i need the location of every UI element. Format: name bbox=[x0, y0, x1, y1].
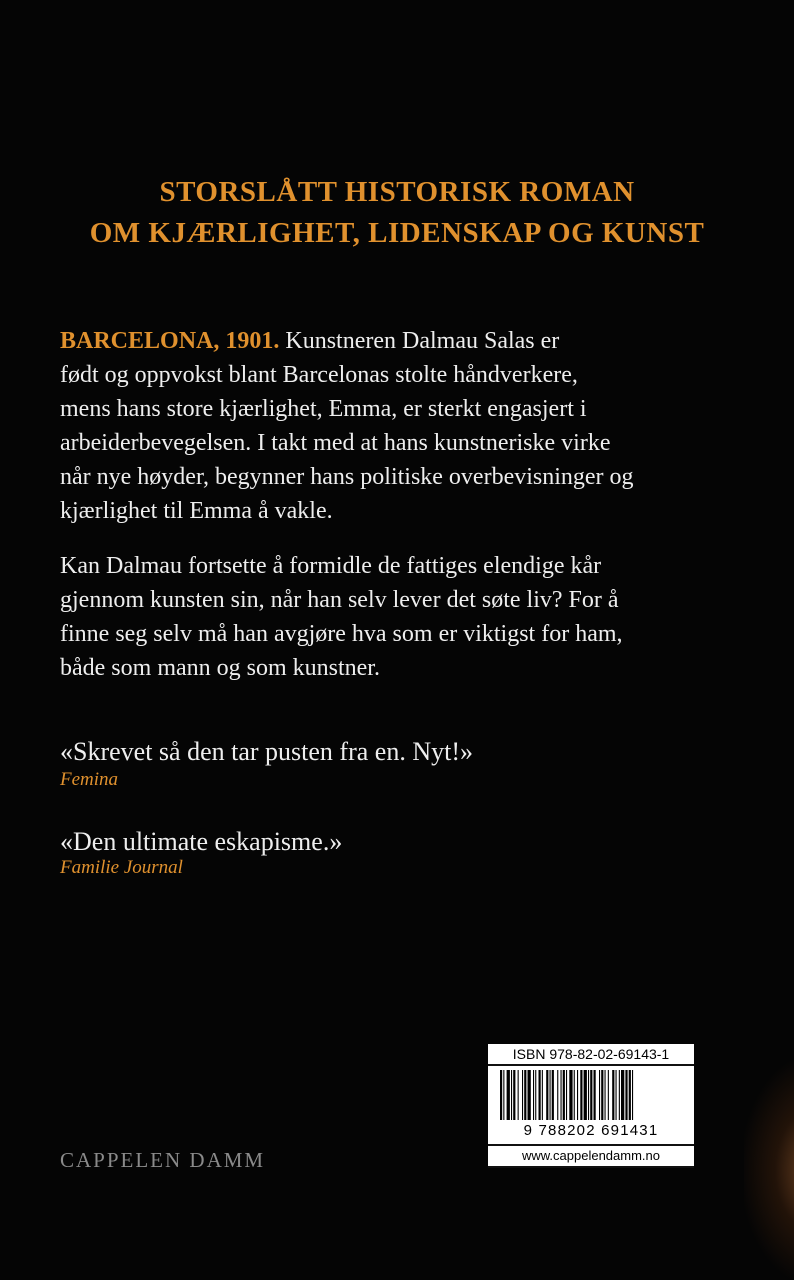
publisher-url: www.cappelendamm.no bbox=[488, 1146, 694, 1166]
barcode-bar bbox=[561, 1070, 562, 1120]
barcode-bar bbox=[546, 1070, 548, 1120]
barcode-bar bbox=[500, 1070, 502, 1120]
synopsis-line: kjærlighet til Emma å vakle. bbox=[60, 498, 333, 524]
barcode-bar bbox=[605, 1070, 606, 1120]
review-quote-2: «Den ultimate eskapisme.» bbox=[60, 827, 343, 856]
review-source-1: Femina bbox=[60, 769, 119, 790]
barcode-bar bbox=[533, 1070, 534, 1120]
headline-line-2: OM KJÆRLIGHET, LIDENSKAP OG KUNST bbox=[89, 217, 705, 249]
barcode-bar bbox=[539, 1070, 541, 1120]
headline-line-1: STORSLÅTT HISTORISK ROMAN bbox=[159, 176, 635, 208]
barcode-bar bbox=[513, 1070, 515, 1120]
barcode-bar bbox=[552, 1070, 554, 1120]
barcode-bar bbox=[599, 1070, 600, 1120]
barcode-bar bbox=[616, 1070, 617, 1120]
synopsis-line: arbeiderbevegelsen. I takt med at hans kunstneriske virke bbox=[60, 430, 611, 456]
barcode-bar bbox=[507, 1070, 510, 1120]
corner-light-glow bbox=[744, 1060, 794, 1280]
barcode-bar bbox=[557, 1070, 558, 1120]
barcode-bar bbox=[503, 1070, 504, 1120]
synopsis-paragraph-1 bbox=[60, 324, 710, 528]
publisher-logo: CAPPELEN DAMM bbox=[60, 1148, 266, 1172]
synopsis-line: finne seg selv må han avgjøre hva som er viktigst for ham, bbox=[60, 621, 623, 647]
barcode-bar bbox=[535, 1070, 536, 1120]
barcode-bar bbox=[629, 1070, 631, 1120]
headline bbox=[0, 172, 794, 254]
synopsis-line: Kan Dalmau fortsette å formidle de fattiges elendige kår bbox=[60, 553, 602, 579]
synopsis-line: Kunstneren Dalmau Salas er bbox=[279, 328, 560, 354]
barcode-bar bbox=[625, 1070, 627, 1120]
barcode-bar bbox=[594, 1070, 596, 1120]
isbn-label: ISBN 978-82-02-69143-1 bbox=[488, 1044, 694, 1064]
barcode-bar bbox=[612, 1070, 614, 1120]
barcode-bar bbox=[621, 1070, 624, 1120]
barcode-digits: 9 788202 691431 bbox=[523, 1122, 659, 1139]
barcode-bar bbox=[518, 1070, 519, 1120]
barcode-bar bbox=[619, 1070, 620, 1120]
barcode-bar bbox=[580, 1070, 582, 1120]
barcode-block bbox=[488, 1044, 694, 1168]
synopsis-line: gjennom kunsten sin, når han selv lever det søte liv? For å bbox=[60, 587, 619, 613]
synopsis-line: både som mann og som kunstner. bbox=[60, 655, 380, 681]
barcode-bar bbox=[528, 1070, 531, 1120]
barcode-bar bbox=[566, 1070, 567, 1120]
barcode-bar bbox=[632, 1070, 633, 1120]
review-source-2: Familie Journal bbox=[60, 857, 183, 878]
barcode-bar bbox=[574, 1070, 575, 1120]
synopsis-paragraph-2 bbox=[60, 549, 710, 685]
barcode-bar bbox=[584, 1070, 587, 1120]
barcode-bar bbox=[550, 1070, 551, 1120]
review-quote-1: «Skrevet så den tar pusten fra en. Nyt!» bbox=[60, 737, 473, 766]
barcode-bars bbox=[500, 1070, 682, 1122]
barcode-bar bbox=[542, 1070, 543, 1120]
barcode-bar bbox=[524, 1070, 526, 1120]
barcode-bar bbox=[590, 1070, 592, 1120]
barcode-bar bbox=[511, 1070, 512, 1120]
synopsis-line: født og oppvokst blant Barcelonas stolte håndverkere, bbox=[60, 362, 578, 388]
synopsis-line: mens hans store kjærlighet, Emma, er sterkt engasjert i bbox=[60, 396, 587, 422]
barcode-bar bbox=[601, 1070, 603, 1120]
barcode-bar bbox=[588, 1070, 589, 1120]
synopsis-line: når nye høyder, begynner hans politiske overbevisninger og bbox=[60, 464, 634, 490]
barcode-bar bbox=[569, 1070, 572, 1120]
barcode-bar bbox=[522, 1070, 523, 1120]
barcode-bar bbox=[608, 1070, 609, 1120]
barcode-bar bbox=[563, 1070, 565, 1120]
barcode bbox=[488, 1066, 694, 1144]
barcode-bar bbox=[577, 1070, 578, 1120]
synopsis-lead: BARCELONA, 1901. bbox=[60, 328, 280, 354]
